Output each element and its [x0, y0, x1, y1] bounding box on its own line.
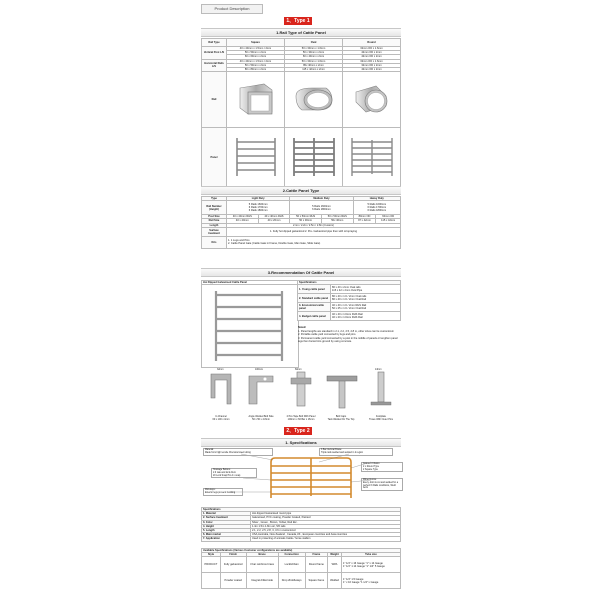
- cell: 60 x 40mm x 2mm: [285, 55, 343, 59]
- cell: WPA: [327, 557, 341, 573]
- oval-rail-image: [292, 82, 336, 116]
- spec-label: 7. Application: [202, 537, 251, 541]
- note-item: 1. Panel lengths are standard in 2.1, 2.2, 2.5, 2.8 m, other sizes can be customized.: [298, 329, 395, 333]
- hot-dipped-panel-box: [201, 280, 299, 368]
- spec-value: 80 x 40 x 1.6 / 2mm Oval rails 80 x 40 x 1.6 / 2mm Oval Rail: [331, 294, 401, 303]
- row-label: Horizontal Rails L/S: [202, 59, 227, 72]
- square-panel-image: [231, 134, 281, 180]
- cell: 1. 1 Lugs and Pins 2. Cattle Panel Gate (Cattle Gate in Frame, Double Gate, Man Gate, Slide Gate): [227, 236, 401, 248]
- cell: 1" 1/4" x 16 Gauge "1" x 14 Gauge 1" 1/4" 1 14 Gauge "1" 1/4" 5 Gauge: [342, 557, 401, 573]
- dim-label: 13mm: [375, 368, 382, 371]
- cell: Powder coated: [220, 573, 246, 589]
- cell: 50 x 50mm x 2mm: [227, 51, 285, 55]
- row-label: Rail Number (Height): [202, 201, 227, 215]
- cell: 60mm OD: [376, 215, 401, 219]
- mid-stays-callout: Mid-stays: Exterior legs prevent buckling: [203, 488, 243, 496]
- col-header: Tube size: [342, 553, 401, 557]
- cell: 5 Rails 1600mm 6 Rails 1800mm: [290, 201, 353, 215]
- rail-image-cell: [285, 72, 343, 128]
- spec-value: 40 x 40 x 1.6mm RHS Rail 40 x 20 x 1.6mm RHS Rail: [331, 312, 401, 321]
- col-header: Weight: [327, 553, 341, 557]
- part-spec: Tack Welded On The Top: [327, 418, 355, 421]
- col-header: Connection: [278, 553, 305, 557]
- cell: 1" 1/4" 1.5 Gauge 1" x 16 Gauge "1 1/4" x Gauge: [342, 573, 401, 589]
- cell: [202, 573, 221, 589]
- material-callout: Material: Made from high tensile Chemical steel tubing: [203, 448, 273, 456]
- available-spec-table: [201, 548, 401, 589]
- row-label: Post Size: [202, 215, 227, 219]
- u-channel-image: [201, 368, 241, 410]
- cell: 40 x 40mm RHS: [227, 215, 259, 219]
- panel-diagram: [201, 448, 401, 504]
- spec-label: 4. Height: [202, 524, 251, 528]
- notes-title: Noted:: [298, 326, 307, 329]
- row-label: Panel: [202, 128, 227, 188]
- rail-image-cell: [343, 72, 401, 128]
- type1-badge: 1、Type 1: [284, 17, 312, 25]
- dim-label: 60mm: [295, 368, 302, 371]
- rail-type-table: [201, 38, 401, 188]
- cell: 42mm OD x 2mm: [343, 68, 401, 72]
- cell: Square frame: [305, 573, 327, 589]
- part-spec: Trowe With Outer Pins: [369, 418, 393, 421]
- spec-label: 4. Budget cattle panel: [298, 312, 331, 321]
- cell: 80 x 80mm x 2mm: [227, 68, 285, 72]
- product-description-button[interactable]: Product Description: [201, 4, 263, 14]
- panel-image-title: Hot Dipped Galvanised Cattle Panel: [202, 281, 298, 285]
- cell: Fully galvanized: [220, 557, 246, 573]
- row-label: Kits: [202, 236, 227, 248]
- spec-label: 2. Standard cattle panel: [298, 294, 331, 303]
- col-header: Heavy Duty: [353, 197, 400, 201]
- vertical-brace-callout: 3 Bar Vertical Brace: Triple rails welded and welded in it region: [319, 448, 393, 456]
- cell: 50 x 30mm x 2mm: [285, 51, 343, 55]
- bolt-caps-image: [321, 368, 361, 410]
- row-label: Vertical Post L/S: [202, 47, 227, 60]
- recommendation-spec-table: [297, 280, 401, 321]
- panel-image-cell: [227, 128, 285, 188]
- cell: 40 x 40mm x 1.5mm / 2mm: [227, 47, 285, 51]
- cell: 2.1m / 2.2m / 2.5m / 2.8m (Custom): [227, 223, 401, 227]
- cell: 50 x 50mm RHS: [321, 215, 353, 219]
- mitred-joints-callout: Mitred Joints: Every Joint is cut and welded for a perfect fit Rails conditions, Weld work: [361, 478, 403, 491]
- spec-title: Specifications: [202, 508, 401, 512]
- angle-bolt-image: [241, 368, 281, 410]
- cell: 32mm OD x 1.6mm: [343, 59, 401, 63]
- oval-panel-image: [289, 134, 339, 180]
- spec-label: 3. Economical cattle panel: [298, 303, 331, 312]
- row-label: Surface treatment: [202, 227, 227, 236]
- cell: 115 x 42mm x 2mm: [285, 68, 343, 72]
- row-label: Rail Size: [202, 219, 227, 223]
- cell: 97 x 42mm: [353, 219, 376, 223]
- cell: 50 x 30mm x 1.6mm: [285, 47, 343, 51]
- part-name: U-Channel: [215, 415, 227, 418]
- cattle-panel-type-banner: 2.Cattle Panel Type: [201, 186, 401, 195]
- cell: 115 x 42mm: [376, 219, 401, 223]
- type2-spec-table: [201, 507, 401, 542]
- cell: 40 x 40mm x 1.5mm / 2mm: [227, 59, 285, 63]
- dim-label: 100mm: [255, 368, 263, 371]
- spec-label: 3. Color: [202, 520, 251, 524]
- cell: 32mm OD x 2mm: [343, 63, 401, 67]
- spec-label: 1. Young cattle panel: [298, 285, 331, 294]
- part-spec: 50 x 50 x 4.8mm: [252, 418, 270, 421]
- note-item: 3. Permanent cattle yard connected by a post in the middle of panels or lengthen panel legs then buried into ground by using concrete.: [298, 336, 398, 344]
- note-item: 2. Portable cattle yard connected by lugs and pins.: [298, 333, 357, 337]
- cell: 50 x 50mm RHS: [290, 215, 322, 219]
- rail-image-cell: [227, 72, 285, 128]
- spec-value: Galvanised, PVC coating, Powder Coated, Painted: [251, 516, 401, 520]
- row-label: Rail: [202, 72, 227, 128]
- cell: Integral drilled side: [246, 573, 278, 589]
- cell: 80mm OD: [353, 215, 376, 219]
- spec-value: Used in protecting of animals Cattle / horse stallion: [251, 537, 401, 541]
- cell: 5 Rails 1600mm 6 Rails 1700mm 6 Rails 1800mm: [227, 201, 290, 215]
- panel-image-cell: [343, 128, 401, 188]
- part-footplate: [361, 368, 401, 424]
- cell: 42mm OD x 2mm: [343, 55, 401, 59]
- part-name: Angle Welded Bolt Side: [248, 415, 274, 418]
- cell: PRODUCT: [202, 557, 221, 573]
- part-bolt-caps: [321, 368, 361, 424]
- available-title: Available Specifications (Various Customer configurations are available): [202, 549, 401, 553]
- cell: 50x 40mm: [321, 219, 353, 223]
- hookage-callout: Hookage Bottom: 2.0 rate and lock drum 20 Lock Snap Pin A x snap: [211, 468, 257, 478]
- spec-label: 1. Material: [202, 512, 251, 516]
- col-header: Medium Duty: [290, 197, 353, 201]
- cell: 3 bar reinforce brace: [246, 557, 278, 573]
- cell: 1. Fully hot dipped galvanized 2. Pre- Galvanized pipe then with oil spraying: [227, 227, 401, 236]
- cell: 42mm OD x 2mm: [343, 51, 401, 55]
- cell: 40 x 40mm: [227, 219, 259, 223]
- cell: 40 x 20mm: [258, 219, 290, 223]
- spec-value: 1.4m 1.5m 1.8m etc, 5/6 rails: [251, 524, 401, 528]
- spec-label: 6. Main market: [202, 533, 251, 537]
- part-u-channel: [201, 368, 241, 424]
- cell: Drop 2bolt&stays: [278, 573, 305, 589]
- cell: Round frame: [305, 557, 327, 573]
- cell: 50 x 30mm: [290, 219, 322, 223]
- part-tape-bolt: [281, 368, 321, 424]
- cell: 5 Rails 1600mm 6 Rails 1700mm 6 Rails 1800mm: [353, 201, 400, 215]
- cattle-panel-type-table: [201, 196, 401, 249]
- type2-badge: 2、Type 2: [284, 427, 312, 435]
- part-spec: 100mm x 60 Bar x 16mm: [287, 418, 315, 421]
- rail-type-banner: 1.Rail Type of Cattle Panel: [201, 28, 401, 37]
- spec-value: 40 x 40 x 1.6 / 2mm RHS Rail 50 x 25 x 1.6 / 2mm Oval Rail: [331, 303, 401, 312]
- col-header: Square: [227, 39, 285, 47]
- panel-image-cell: [285, 128, 343, 188]
- spec-value: 2.1, 2.2, 2.5 ,2.8 ,3 ,3.6 m customized: [251, 529, 401, 533]
- part-name: Footplate: [376, 415, 386, 418]
- col-header: Style: [202, 553, 221, 557]
- col-header: Brace: [246, 553, 278, 557]
- round-panel-image: [347, 134, 397, 180]
- part-angle: [241, 368, 281, 424]
- col-header: Type: [202, 197, 227, 201]
- connect-chains-callout: Connect Chains: 2 x Round Type 2 Square Type: [361, 462, 403, 472]
- cell: 50 x 50mm x 2mm: [227, 63, 285, 67]
- cell: 40 x 40mm RHS: [258, 215, 290, 219]
- round-rail-image: [350, 82, 394, 116]
- cell: 60 x 60mm x 2mm: [227, 55, 285, 59]
- cell: 80x 40mm x 2mm: [285, 63, 343, 67]
- spec-title: Specifications: [298, 281, 401, 285]
- tape-bolt-image: [281, 368, 321, 410]
- recommendation-banner: 3.Recommendation Of Cattle Panel: [201, 268, 401, 277]
- col-header: Finish: [220, 553, 246, 557]
- col-header: Light Duty: [227, 197, 290, 201]
- spec-label: 5. Length: [202, 529, 251, 533]
- spec-value: Hot dipped Galvanised round pipe: [251, 512, 401, 516]
- row-label: Length: [202, 223, 227, 227]
- cell: Lock&Chain: [278, 557, 305, 573]
- col-header: Rail Type: [202, 39, 227, 47]
- spec-value: 80 x 40 x 2mm Oval rails 115 x 42 x 2mm Oval Pipe: [331, 285, 401, 294]
- square-rail-image: [234, 82, 278, 116]
- galvanised-panel-image: [202, 285, 296, 365]
- specifications-banner: 1. Specifications: [201, 438, 401, 447]
- col-header: Round: [343, 39, 401, 47]
- footplate-image: [361, 368, 401, 410]
- cell: 50 x 30mm x 1.6mm: [285, 59, 343, 63]
- cell: Welded: [327, 573, 341, 589]
- part-name: Bolt Caps: [335, 415, 347, 418]
- col-header: Oval: [285, 39, 343, 47]
- part-name: 2 Pcs Tape Bolt With Panel: [286, 415, 316, 418]
- cell: 32mm OD x 1.6mm: [343, 47, 401, 51]
- spec-value: Silver , Green , Brown, Yellow, Red Etc.: [251, 520, 401, 524]
- part-spec: 60 x 100 x 4mm: [212, 418, 230, 421]
- spec-label: 2. Surface treatment: [202, 516, 251, 520]
- dim-label: 32mm: [217, 368, 224, 371]
- notes-block: [298, 326, 400, 344]
- parts-row: [201, 368, 401, 424]
- col-header: Frame: [305, 553, 327, 557]
- spec-value: USA,Australia, New Zealand , Canada,UK , European countries and Asia countries: [251, 533, 401, 537]
